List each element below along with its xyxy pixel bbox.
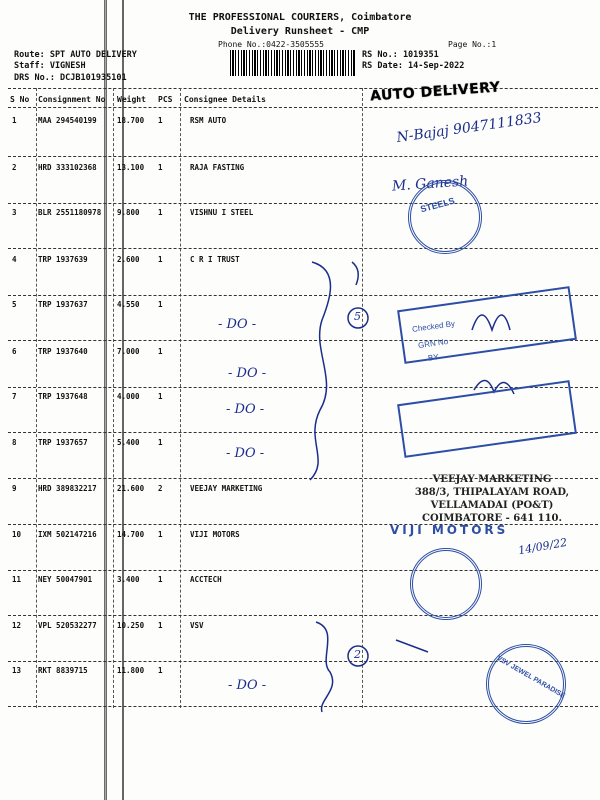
round-company-seal [410, 548, 482, 620]
vsv-seal-text: VSV JEWEL PARADISE [495, 655, 567, 700]
row-pcs: 2 [158, 484, 163, 493]
row-pcs: 1 [158, 163, 163, 172]
row-consignee: RAJA FASTING [190, 163, 245, 172]
ditto-mark: - DO - [226, 402, 265, 417]
row-consignment-no: TRP 1937640 [38, 347, 88, 356]
row-weight: 13.100 [117, 163, 145, 172]
ditto-mark: - DO - [228, 366, 267, 381]
row-sno: 13 [12, 666, 22, 675]
row1-signature: N-Bajaj 9047111833 [395, 109, 543, 147]
row-consignment-no: TRP 1937639 [38, 255, 88, 264]
grn-no-label: GRN No [417, 336, 449, 351]
row-weight: 14.700 [117, 530, 145, 539]
rs-number: RS No.: 1019351 [362, 50, 439, 60]
row-weight: 10.250 [117, 621, 145, 630]
row-pcs: 1 [158, 392, 163, 401]
row-consignee: RSM AUTO [190, 116, 227, 125]
row-pcs: 1 [158, 347, 163, 356]
row-consignee: VISHNU I STEEL [190, 208, 254, 217]
row-pcs: 1 [158, 530, 163, 539]
row-sno: 3 [12, 208, 17, 217]
circle-5-label: 5 [354, 310, 361, 323]
document-title: Delivery Runsheet - CMP [230, 26, 370, 37]
row-consignment-no: VPL 520532277 [38, 621, 97, 630]
row-weight: 4.000 [117, 392, 140, 401]
row-consignment-no: TRP 1937637 [38, 300, 88, 309]
col-weight: Weight [117, 95, 146, 104]
row-consignee: VIJI MOTORS [190, 530, 240, 539]
row-weight: 9.800 [117, 208, 140, 217]
row-consignment-no: HRD 333102368 [38, 163, 97, 172]
row-sno: 9 [12, 484, 17, 493]
row-sno: 5 [12, 300, 17, 309]
row-weight: 21.600 [117, 484, 145, 493]
row-consignee: VEEJAY MARKETING [190, 484, 263, 493]
row-consignment-no: TRP 1937648 [38, 392, 88, 401]
row-weight: 7.000 [117, 347, 140, 356]
row-weight: 3.400 [117, 575, 140, 584]
phone-number: Phone No.:0422-3505555 [218, 40, 324, 49]
row-consignment-no: IXM 502147216 [38, 530, 97, 539]
veejay-line-1: VEEJAY MARKETING [432, 474, 552, 485]
row-weight: 2.600 [117, 255, 140, 264]
ditto-mark: - DO - [218, 317, 257, 332]
by-label: BY [427, 352, 440, 363]
row-sno: 7 [12, 392, 17, 401]
row-sno: 4 [12, 255, 17, 264]
row-consignment-no: TRP 1937657 [38, 438, 88, 447]
page-number: Page No.:1 [448, 40, 497, 49]
col-consignment: Consignment No [38, 95, 106, 104]
checked-by-label: Checked By [411, 319, 456, 334]
company-name: THE PROFESSIONAL COURIERS, Coimbatore [188, 12, 412, 23]
auto-delivery-stamp: AUTO DELIVERY [369, 79, 501, 105]
steels-seal-text: STEELS [419, 195, 456, 215]
steels-seal [408, 180, 482, 254]
row-sno: 2 [12, 163, 17, 172]
row-consignment-no: HRD 389832217 [38, 484, 97, 493]
row-weight: 4.550 [117, 300, 140, 309]
row-consignee: C R I TRUST [190, 255, 240, 264]
staff-label: Staff: VIGNESH [14, 61, 86, 71]
veejay-stamp [392, 473, 592, 525]
circle-2-label: 2 [354, 648, 361, 661]
row-pcs: 1 [158, 575, 163, 584]
row-pcs: 1 [158, 255, 163, 264]
row-consignment-no: RKT 8839715 [38, 666, 88, 675]
veejay-line-3: VELLAMADAI (PO&T) [430, 500, 554, 511]
rs-date: RS Date: 14-Sep-2022 [362, 61, 465, 71]
veejay-line-4: COIMBATORE - 641 110. [422, 513, 562, 524]
row-consignment-no: NEY 50047901 [38, 575, 93, 584]
row-pcs: 1 [158, 438, 163, 447]
row-weight: 18.700 [117, 116, 145, 125]
row-sno: 6 [12, 347, 17, 356]
row-pcs: 1 [158, 300, 163, 309]
row-pcs: 1 [158, 621, 163, 630]
row-sno: 8 [12, 438, 17, 447]
drs-number: DRS No.: DCJB101935101 [14, 73, 127, 83]
row-pcs: 1 [158, 666, 163, 675]
col-consignee: Consignee Details [184, 95, 266, 104]
col-sno: S No [10, 95, 30, 104]
ditto-mark: - DO - [226, 446, 265, 461]
viji-motors-stamp: VIJI MOTORS [390, 523, 509, 537]
row-weight: 11.800 [117, 666, 145, 675]
row-sno: 1 [12, 116, 17, 125]
row-pcs: 1 [158, 208, 163, 217]
row-consignee: VSV [190, 621, 204, 630]
col-pcs: PCS [158, 95, 173, 104]
row-sno: 12 [12, 621, 22, 630]
veejay-line-2: 388/3, THIPALAYAM ROAD, [414, 487, 570, 498]
row2-signature: M. Ganesh [391, 173, 469, 195]
row-sno: 11 [12, 575, 22, 584]
ditto-mark: - DO - [228, 678, 267, 693]
row-consignment-no: MAA 294540199 [38, 116, 97, 125]
row-weight: 5.400 [117, 438, 140, 447]
row-consignment-no: BLR 2551180978 [38, 208, 102, 217]
row-consignee: ACCTECH [190, 575, 222, 584]
route-label: Route: SPT AUTO DELIVERY [14, 50, 137, 60]
row-pcs: 1 [158, 116, 163, 125]
date-handwritten: 14/09/22 [517, 535, 569, 558]
row-sno: 10 [12, 530, 22, 539]
